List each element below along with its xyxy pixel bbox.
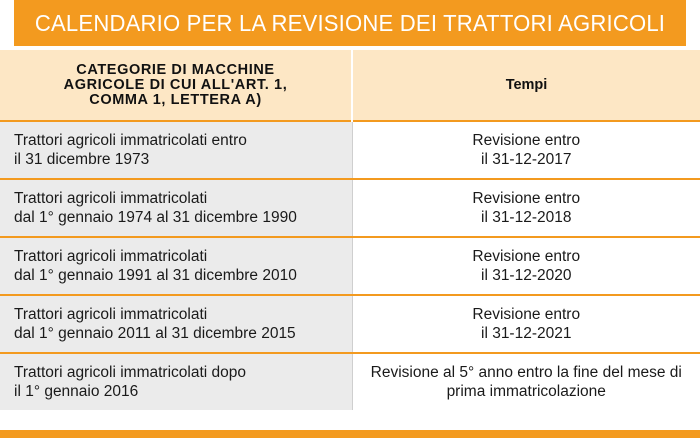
- category-line: Trattori agricoli immatricolati: [14, 190, 208, 207]
- time-cell: [352, 353, 700, 410]
- table-row: [0, 353, 700, 410]
- time-cell: [352, 179, 700, 237]
- table-row: [0, 121, 700, 179]
- category-line: Trattori agricoli immatricolati dopo: [14, 364, 247, 381]
- table-row: [0, 295, 700, 353]
- header-category-line: AGRICOLE DI CUI ALL'ART. 1,: [63, 76, 288, 93]
- time-cell: [352, 121, 700, 179]
- time-line: prima immatricolazione: [446, 383, 606, 400]
- category-cell: [0, 353, 352, 410]
- header-times: Tempi: [352, 50, 700, 121]
- category-cell: [0, 295, 352, 353]
- table-row: [0, 179, 700, 237]
- time-line: il 31-12-2020: [481, 267, 572, 284]
- table-header-row: [0, 50, 700, 121]
- category-line: dal 1° gennaio 2011 al 31 dicembre 2015: [14, 325, 296, 342]
- category-line: Trattori agricoli immatricolati entro: [14, 132, 247, 149]
- time-line: il 31-12-2018: [481, 209, 572, 226]
- time-line: Revisione entro: [472, 306, 581, 323]
- time-line: il 31-12-2017: [481, 151, 572, 168]
- category-line: il 31 dicembre 1973: [14, 151, 150, 168]
- time-line: Revisione al 5° anno entro la fine del mese di: [370, 364, 682, 381]
- revision-table: [0, 50, 700, 410]
- category-cell: [0, 237, 352, 295]
- time-cell: [352, 295, 700, 353]
- time-line: Revisione entro: [472, 248, 581, 265]
- category-line: dal 1° gennaio 1974 al 31 dicembre 1990: [14, 209, 297, 226]
- time-line: Revisione entro: [472, 190, 581, 207]
- category-line: il 1° gennaio 2016: [14, 383, 139, 400]
- table-row: [0, 237, 700, 295]
- header-category-line: CATEGORIE DI MACCHINE: [76, 61, 275, 78]
- header-category-line: COMMA 1, LETTERA A): [89, 91, 262, 108]
- category-cell: [0, 179, 352, 237]
- bottom-accent-bar: [0, 430, 700, 438]
- header-category: [0, 50, 352, 121]
- category-line: Trattori agricoli immatricolati: [14, 248, 208, 265]
- category-line: dal 1° gennaio 1991 al 31 dicembre 2010: [14, 267, 297, 284]
- category-line: Trattori agricoli immatricolati: [14, 306, 208, 323]
- time-cell: [352, 237, 700, 295]
- page-title: CALENDARIO PER LA REVISIONE DEI TRATTORI AGRICOLI: [14, 0, 686, 46]
- time-line: Revisione entro: [472, 132, 581, 149]
- category-cell: [0, 121, 352, 179]
- time-line: il 31-12-2021: [481, 325, 572, 342]
